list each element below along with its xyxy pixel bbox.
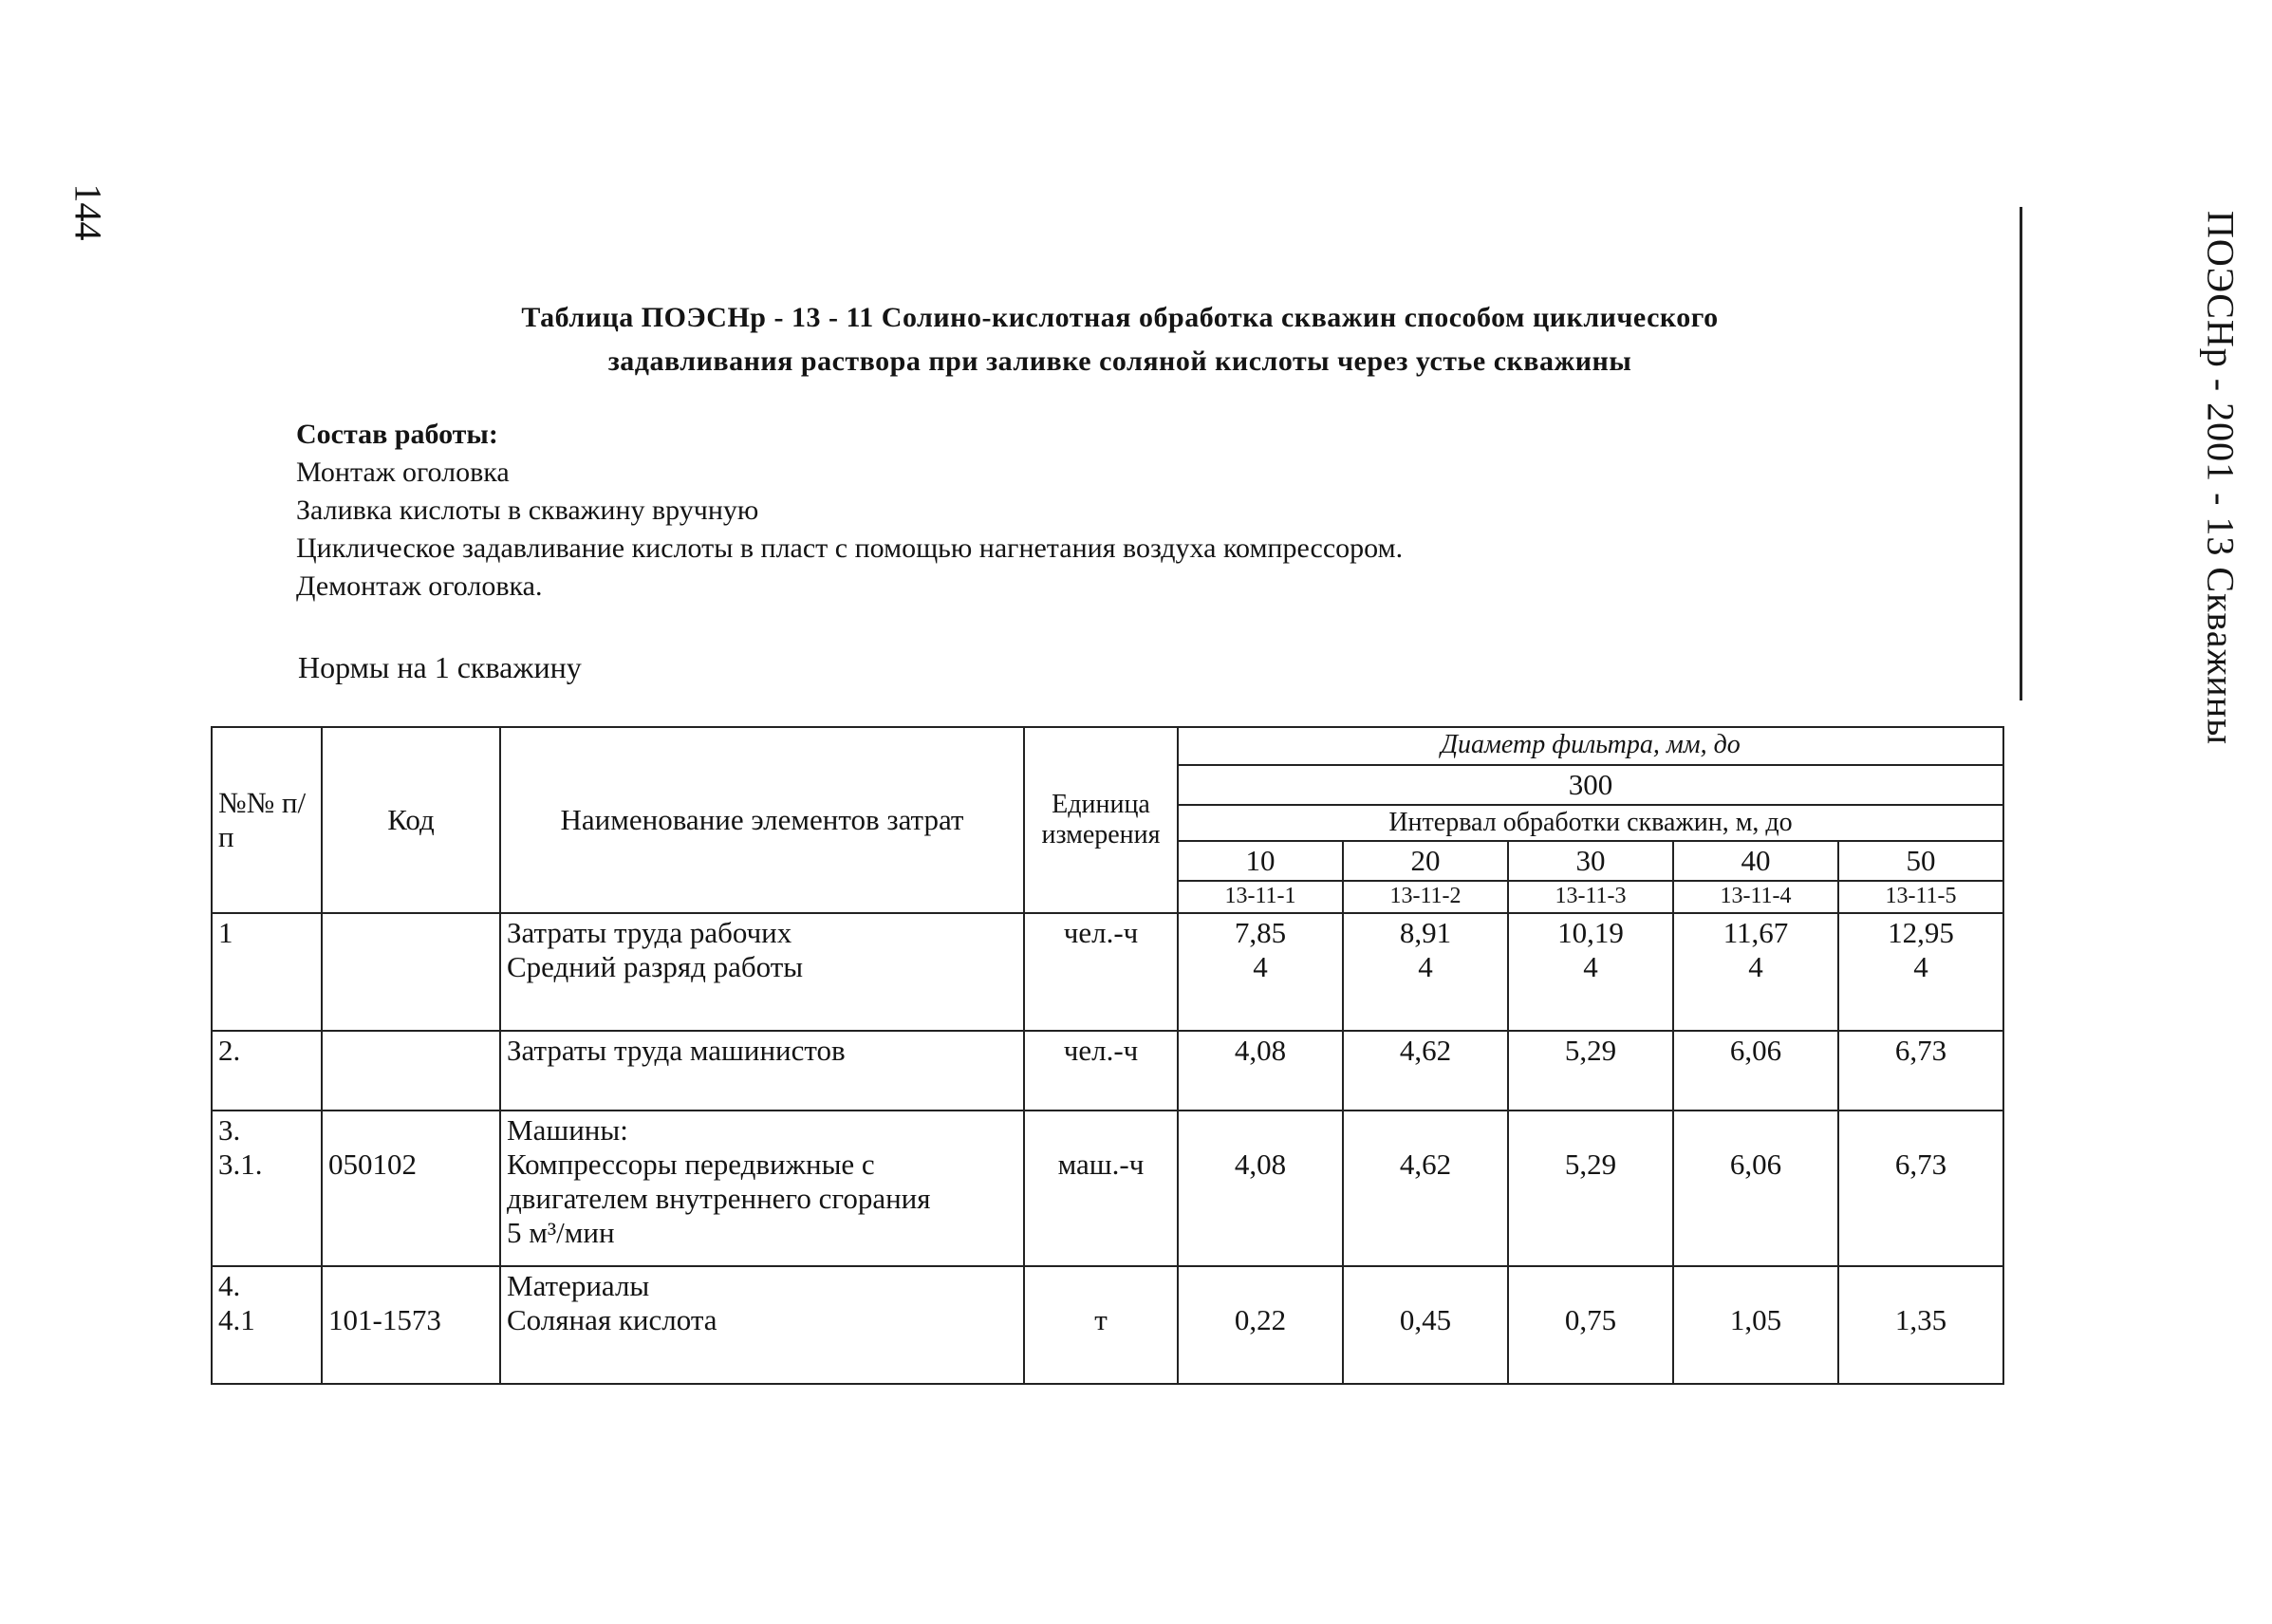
row-value: 12,95 xyxy=(1888,916,1954,949)
table-row xyxy=(212,1031,2003,1111)
header-norm-code: 13-11-2 xyxy=(1343,881,1508,913)
header-name: Наименование элементов затрат xyxy=(500,727,1024,913)
row-code-value: 050102 xyxy=(328,1148,417,1181)
row-value-cell xyxy=(1343,1111,1508,1266)
row-value: 5,29 xyxy=(1564,1148,1617,1181)
header-unit: Единица измерения xyxy=(1024,727,1178,913)
row-value: 6,73 xyxy=(1838,1031,2003,1111)
row-name-line: Средний разряд работы xyxy=(507,950,804,983)
row-value-cell xyxy=(1838,1111,2003,1266)
row-value-cell xyxy=(1343,913,1508,1031)
row-name-line: 5 м³/мин xyxy=(507,1216,615,1249)
row-value-cell xyxy=(1178,913,1343,1031)
row-value: 6,06 xyxy=(1673,1031,1838,1111)
row-value: 7,85 xyxy=(1234,916,1287,949)
row-grade: 4 xyxy=(1418,950,1433,983)
row-value-cell xyxy=(1178,1266,1343,1384)
row-value: 1,05 xyxy=(1729,1303,1782,1336)
row-code xyxy=(322,1111,500,1266)
composition-heading: Состав работы: xyxy=(296,419,498,450)
composition-item: Демонтаж оголовка. xyxy=(296,570,543,602)
row-name xyxy=(500,1266,1024,1384)
row-grade: 4 xyxy=(1748,950,1763,983)
row-value: 0,75 xyxy=(1564,1303,1617,1336)
page-number: 144 xyxy=(66,183,110,241)
header-diameter-value: 300 xyxy=(1178,765,2003,805)
row-unit-value: т xyxy=(1094,1303,1108,1336)
row-value-cell xyxy=(1178,1111,1343,1266)
row-unit xyxy=(1024,1111,1178,1266)
table-row xyxy=(212,913,2003,1031)
row-unit: чел.-ч xyxy=(1024,1031,1178,1111)
row-value-cell xyxy=(1673,913,1838,1031)
row-name xyxy=(500,1111,1024,1266)
row-name-line: Материалы xyxy=(507,1269,650,1302)
side-divider xyxy=(2020,207,2022,700)
row-value: 6,06 xyxy=(1729,1148,1782,1181)
row-code-value: 101-1573 xyxy=(328,1303,441,1336)
row-value: 0,22 xyxy=(1234,1303,1287,1336)
row-name-line: двигателем внутреннего сгорания xyxy=(507,1182,931,1215)
composition-item: Циклическое задавливание кислоты в пласт с помощью нагнетания воздуха компрессором. xyxy=(296,532,1404,564)
row-value-cell xyxy=(1838,1266,2003,1384)
row-unit-value: маш.-ч xyxy=(1057,1148,1145,1181)
row-value-cell xyxy=(1508,1266,1673,1384)
row-name-line: Затраты труда рабочих xyxy=(507,916,792,949)
row-value: 10,19 xyxy=(1557,916,1624,949)
row-num-line: 4.1 xyxy=(218,1303,255,1336)
row-value-cell xyxy=(1838,913,2003,1031)
row-num-line: 3.1. xyxy=(218,1148,263,1181)
row-value: 6,73 xyxy=(1894,1148,1947,1181)
header-depth: 50 xyxy=(1838,841,2003,881)
header-depth: 30 xyxy=(1508,841,1673,881)
header-interval: Интервал обработки скважин, м, до xyxy=(1178,805,2003,841)
title-line-1: Таблица ПОЭСНр - 13 - 11 Солино-кислотная обработка скважин способом циклического xyxy=(521,302,1719,333)
row-value: 5,29 xyxy=(1508,1031,1673,1111)
header-depth: 20 xyxy=(1343,841,1508,881)
row-value: 4,08 xyxy=(1234,1148,1287,1181)
row-value: 11,67 xyxy=(1723,916,1789,949)
title-line-2: задавливания раствора при заливке соляной кислоты через устье скважины xyxy=(607,345,1632,377)
row-name xyxy=(500,913,1024,1031)
work-composition xyxy=(296,416,1403,606)
row-unit: чел.-ч xyxy=(1024,913,1178,1031)
row-value: 1,35 xyxy=(1894,1303,1947,1336)
row-value-cell xyxy=(1508,1111,1673,1266)
table-title xyxy=(285,296,1955,383)
row-num: 1 xyxy=(212,913,322,1031)
row-value: 4,62 xyxy=(1343,1031,1508,1111)
header-norm-code: 13-11-3 xyxy=(1508,881,1673,913)
row-unit xyxy=(1024,1266,1178,1384)
row-code xyxy=(322,1031,500,1111)
header-norm-code: 13-11-1 xyxy=(1178,881,1343,913)
norms-table xyxy=(211,726,2004,1385)
row-value: 0,45 xyxy=(1399,1303,1452,1336)
row-grade: 4 xyxy=(1913,950,1928,983)
header-diameter: Диаметр фильтра, мм, до xyxy=(1178,727,2003,765)
header-depth: 10 xyxy=(1178,841,1343,881)
row-value-cell xyxy=(1673,1111,1838,1266)
row-num xyxy=(212,1111,322,1266)
header-norm-code: 13-11-4 xyxy=(1673,881,1838,913)
row-num xyxy=(212,1266,322,1384)
table-row xyxy=(212,1111,2003,1266)
row-value-cell xyxy=(1508,913,1673,1031)
table-row xyxy=(212,1266,2003,1384)
row-grade: 4 xyxy=(1253,950,1268,983)
row-value: 8,91 xyxy=(1399,916,1452,949)
row-grade: 4 xyxy=(1583,950,1598,983)
row-value-cell xyxy=(1673,1266,1838,1384)
row-code xyxy=(322,913,500,1031)
header-norm-code: 13-11-5 xyxy=(1838,881,2003,913)
norms-label: Нормы на 1 скважину xyxy=(298,650,582,684)
row-name-line: Машины: xyxy=(507,1113,628,1147)
row-num-line: 4. xyxy=(218,1269,241,1302)
row-code xyxy=(322,1266,500,1384)
header-depth: 40 xyxy=(1673,841,1838,881)
row-name: Затраты труда машинистов xyxy=(500,1031,1024,1111)
row-name-line: Соляная кислота xyxy=(507,1303,717,1336)
row-value: 4,08 xyxy=(1178,1031,1343,1111)
row-num: 2. xyxy=(212,1031,322,1111)
side-header: ПОЭСНр - 2001 - 13 Скважины xyxy=(2199,211,2243,745)
row-value-cell xyxy=(1343,1266,1508,1384)
row-name-line: Компрессоры передвижные с xyxy=(507,1148,875,1181)
row-value: 4,62 xyxy=(1399,1148,1452,1181)
composition-item: Заливка кислоты в скважину вручную xyxy=(296,495,759,526)
row-num-line: 3. xyxy=(218,1113,241,1147)
header-num: №№ п/п xyxy=(212,727,322,913)
header-code: Код xyxy=(322,727,500,913)
composition-item: Монтаж оголовка xyxy=(296,457,510,488)
